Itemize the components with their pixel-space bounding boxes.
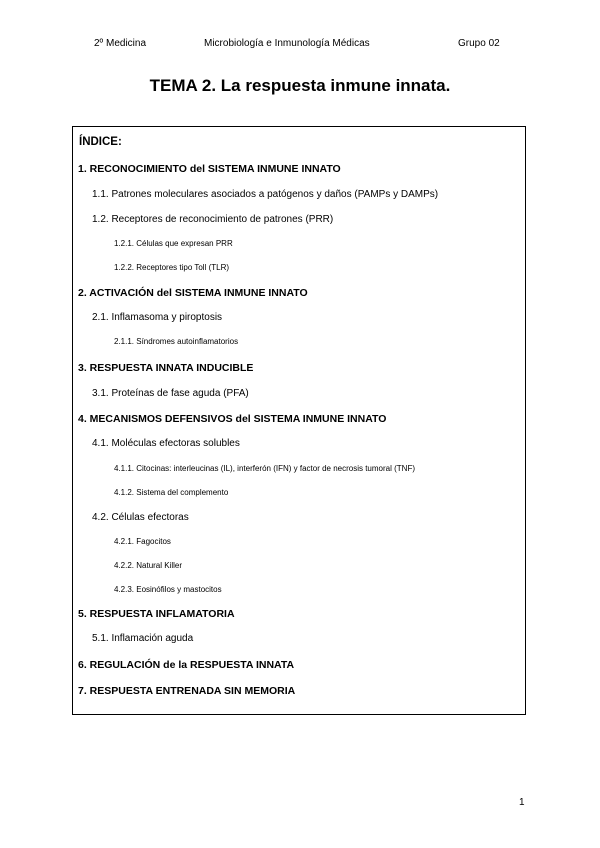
page-header <box>0 38 600 52</box>
toc-section-6: 6. REGULACIÓN de la RESPUESTA INNATA <box>78 659 295 671</box>
toc-section-5: 5. RESPUESTA INFLAMATORIA <box>78 608 235 620</box>
toc-section-1: 1. RECONOCIMIENTO del SISTEMA INMUNE INNATO <box>78 163 341 175</box>
toc-subsubsection-1-2-2: 1.2.2. Receptores tipo Toll (TLR) <box>114 263 230 272</box>
toc-subsection-4-2: 4.2. Células efectoras <box>92 512 189 523</box>
toc-subsubsection-4-2-2: 4.2.2. Natural Killer <box>114 561 183 570</box>
toc-subsection-2-1: 2.1. Inflamasoma y piroptosis <box>92 312 223 323</box>
toc-subsection-1-2: 1.2. Receptores de reconocimiento de patrones (PRR) <box>92 214 334 225</box>
toc-subsubsection-4-2-1: 4.2.1. Fagocitos <box>114 537 171 546</box>
table-of-contents <box>72 126 526 715</box>
toc-section-2: 2. ACTIVACIÓN del SISTEMA INMUNE INNATO <box>78 287 308 299</box>
toc-subsection-4-1: 4.1. Moléculas efectoras solubles <box>92 438 240 449</box>
toc-section-7: 7. RESPUESTA ENTRENADA SIN MEMORIA <box>78 685 296 697</box>
page-number: 1 <box>519 797 525 808</box>
page-title: TEMA 2. La respuesta inmune innata. <box>149 76 451 95</box>
toc-subsubsection-4-1-1: 4.1.1. Citocinas: interleucinas (IL), interferón (IFN) y factor de necrosis tumoral (TNF) <box>114 464 415 473</box>
toc-subsubsection-2-1-1: 2.1.1. Síndromes autoinflamatorios <box>114 337 239 346</box>
toc-subsection-5-1: 5.1. Inflamación aguda <box>92 633 194 644</box>
header-group: Grupo 02 <box>458 38 500 49</box>
header-subject: Microbiología e Inmunología Médicas <box>204 38 370 49</box>
toc-section-4: 4. MECANISMOS DEFENSIVOS del SISTEMA INMUNE INNATO <box>78 413 387 425</box>
toc-heading: ÍNDICE: <box>79 136 122 148</box>
toc-subsubsection-4-1-2: 4.1.2. Sistema del complemento <box>114 488 229 497</box>
toc-subsubsection-1-2-1: 1.2.1. Células que expresan PRR <box>114 239 233 248</box>
header-course: 2º Medicina <box>94 38 147 49</box>
toc-subsection-1-1: 1.1. Patrones moleculares asociados a patógenos y daños (PAMPs y DAMPs) <box>92 189 439 200</box>
toc-subsection-3-1: 3.1. Proteínas de fase aguda (PFA) <box>92 388 249 399</box>
toc-section-3: 3. RESPUESTA INNATA INDUCIBLE <box>78 362 254 374</box>
toc-subsubsection-4-2-3: 4.2.3. Eosinófilos y mastocitos <box>114 585 222 594</box>
